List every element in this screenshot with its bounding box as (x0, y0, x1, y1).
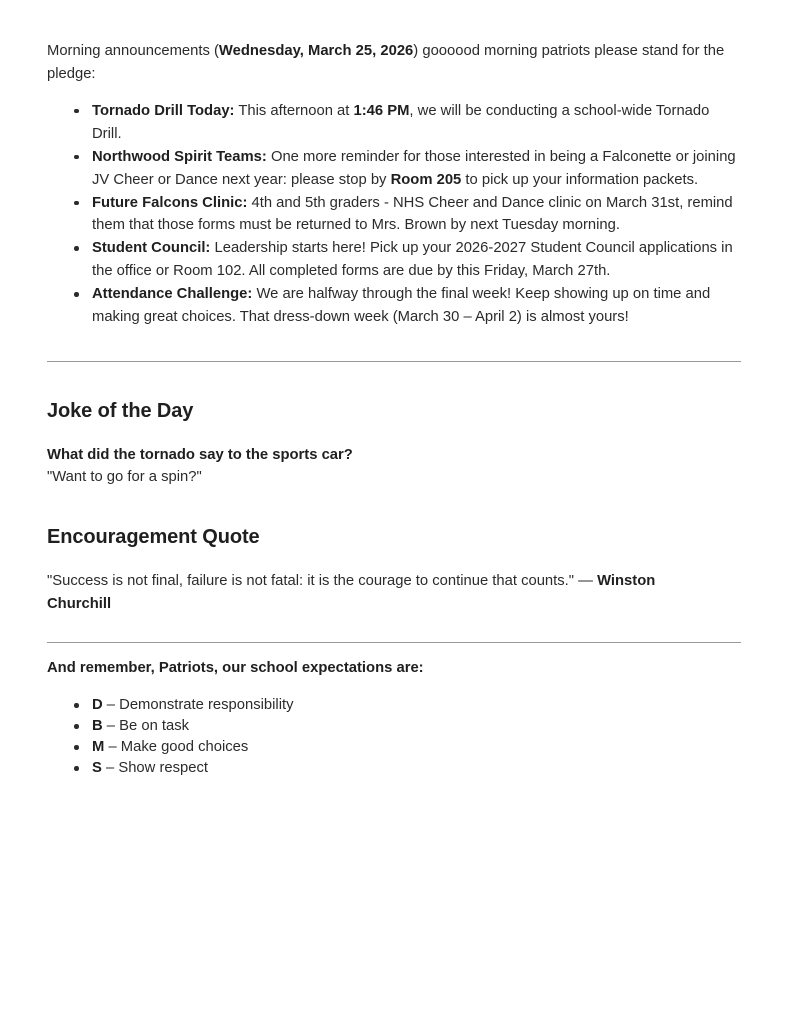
list-item (47, 283, 741, 329)
announcement-title: Attendance Challenge: (92, 286, 253, 303)
expectations-list (47, 695, 741, 779)
list-item (47, 695, 741, 716)
quote-attribution: Winston Churchill (47, 572, 656, 612)
list-item (47, 100, 741, 146)
announcement-body-after: to pick up your information packets. (461, 171, 699, 188)
announcement-body-after: , we will be conducting a school-wide Tornado Drill. (92, 102, 710, 142)
expectation-dash: – (102, 697, 120, 713)
encouragement-quote (47, 570, 707, 616)
list-item (47, 737, 741, 758)
expectation-dash: – (102, 718, 120, 734)
divider-top-wrapper (47, 329, 741, 362)
horizontal-divider (47, 642, 741, 643)
joke-heading: Joke of the Day (47, 400, 194, 423)
announcement-title: Tornado Drill Today: (92, 102, 235, 119)
announcement-emphasis: Room 205 (390, 171, 462, 188)
announcement-title: Northwood Spirit Teams: (92, 148, 267, 165)
expectation-letter: M (92, 739, 105, 755)
list-item (47, 716, 741, 737)
announcements-list (47, 100, 741, 329)
announcement-body-before: We are halfway through the final week! Keep showing up on time and making great choices. That dress-down week (March 30 – April 2) is almost yours! (92, 286, 711, 326)
announcement-body-before: One more reminder for those interested in being a Falconette or joining JV Cheer or Dance next year: please stop by (92, 148, 736, 188)
list-item (47, 192, 741, 238)
announcement-title: Student Council: (92, 240, 211, 257)
list-item (47, 237, 741, 283)
announcement-emphasis: 1:46 PM (353, 102, 410, 119)
announcement-body-before: This afternoon at (234, 102, 354, 119)
expectation-dash: – (104, 739, 121, 755)
intro-paragraph (47, 40, 741, 86)
expectation-letter: S (92, 760, 102, 776)
expectation-text: Show respect (118, 760, 208, 776)
joke-answer: "Want to go for a spin?" (47, 468, 202, 485)
expectation-text: Make good choices (120, 739, 249, 755)
divider-bottom-wrapper (47, 616, 741, 643)
announcement-title: Future Falcons Clinic: (92, 194, 248, 211)
list-item (47, 758, 741, 779)
expectation-letter: B (92, 718, 103, 734)
quote-text: "Success is not final, failure is not fatal: it is the courage to continue that counts." — (47, 572, 598, 589)
joke-question: What did the tornado say to the sports car? (47, 447, 353, 464)
expectation-text: Be on task (119, 718, 190, 734)
intro-text-before-date: Morning announcements ( (47, 43, 219, 59)
expectation-dash: – (101, 760, 119, 776)
announcement-date: Wednesday, March 25, 2026 (218, 43, 414, 59)
list-item (47, 146, 741, 192)
announcement-body-before: Leadership starts here! Pick up your 2026-2027 Student Council applications in the office or Room 102. All completed forms are due by this Friday, March 27th. (92, 240, 733, 280)
announcement-body-before: 4th and 5th graders - NHS Cheer and Dance clinic on March 31st, remind them that those forms must be returned to Mrs. Brown by next Tuesday morning. (92, 194, 733, 234)
intro-text-after-date: ) goooood morning patriots please stand for the pledge: (47, 43, 725, 82)
horizontal-divider (47, 361, 741, 362)
expectation-text: Demonstrate responsibility (119, 697, 294, 713)
expectation-letter: D (92, 697, 103, 713)
quote-heading: Encouragement Quote (47, 525, 260, 548)
expectations-lead-in: And remember, Patriots, our school expectations are: (47, 659, 424, 676)
